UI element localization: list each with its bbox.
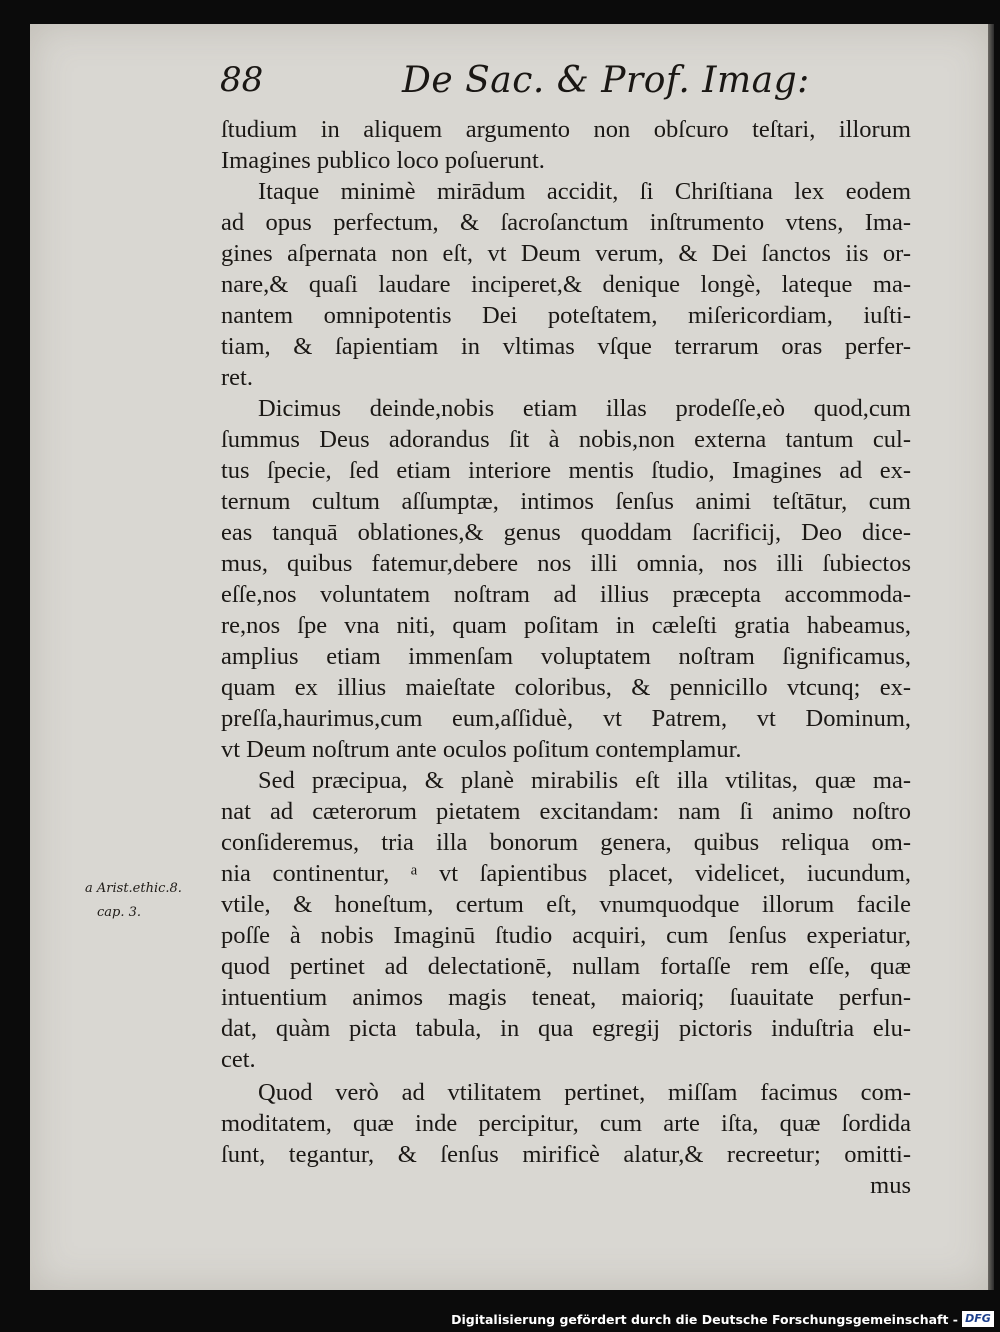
text-line: gines aſpernata non eſt, vt Deum verum, & Dei ſanctos iis or- (221, 240, 911, 267)
text-line: conſideremus, tria illa bonorum genera, quibus reliqua om- (221, 829, 911, 856)
text-line: Dicimus deinde,nobis etiam illas prodeſſe,eò quod,cum (258, 395, 911, 422)
text-line: ret. (221, 364, 253, 391)
running-head (30, 60, 991, 120)
running-title: De Sac. & Prof. Imag: (402, 60, 810, 101)
text-line: cet. (221, 1046, 256, 1073)
text-line: tiam, & ſapientiam in vltimas vſque terrarum oras perfer- (221, 333, 911, 360)
dfg-logo-icon: DFG (962, 1311, 994, 1327)
text-line: ad opus perfectum, & ſacroſanctum inſtrumento vtens, Ima- (221, 209, 911, 236)
text-line: ſunt, tegantur, & ſenſus mirificè alatur,& recreetur; omitti- (221, 1141, 911, 1168)
marginal-note-line: cap. 3. (97, 905, 142, 920)
marginal-note-line: a Arist.ethic.8. (85, 881, 182, 896)
page-number: 88 (220, 60, 264, 100)
text-line: moditatem, quæ inde percipitur, cum arte iſta, quæ ſordida (221, 1110, 911, 1137)
catchword: mus (870, 1172, 911, 1199)
text-line: tus ſpecie, ſed etiam interiore mentis ſtudio, Imagines ad ex- (221, 457, 911, 484)
text-line: ternum cultum aſſumptæ, intimos ſenſus animi teſtātur, cum (221, 488, 911, 515)
text-line: Itaque minimè mirādum accidit, ſi Chriſtiana lex eodem (258, 178, 911, 205)
digitization-footer (0, 1308, 1000, 1332)
text-line: vtile, & honeſtum, certum eſt, vnumquodque illorum facile (221, 891, 911, 918)
footer-credit: Digitalisierung gefördert durch die Deutsche Forschungsgemeinschaft - (451, 1312, 958, 1327)
text-line: dat, quàm picta tabula, in qua egregij pictoris induſtria elu- (221, 1015, 911, 1042)
text-line: nat ad cæterorum pietatem excitandam: nam ſi animo noſtro (221, 798, 911, 825)
text-line: ſummus Deus adorandus ſit à nobis,non externa tantum cul- (221, 426, 911, 453)
text-line: Imagines publico loco poſuerunt. (221, 147, 545, 174)
text-line: poſſe à nobis Imaginū ſtudio acquiri, cum ſenſus experiatur, (221, 922, 911, 949)
marginal-note (85, 877, 182, 925)
body-text (221, 114, 911, 1201)
text-line: vt Deum noſtrum ante oculos poſitum contemplamur. (221, 736, 742, 763)
text-line: quam ex illius maieſtate coloribus, & pennicillo vtcunq; ex- (221, 674, 911, 701)
text-line: intuentium animos magis teneat, maioriq; ſuauitate perfun- (221, 984, 911, 1011)
text-line: Quod verò ad vtilitatem pertinet, miſſam facimus com- (258, 1079, 911, 1106)
text-line: ſtudium in aliquem argumento non obſcuro teſtari, illorum (221, 116, 911, 143)
text-line: quod pertinet ad delectationē, nullam fortaſſe rem eſſe, quæ (221, 953, 911, 980)
text-line: nantem omnipotentis Dei poteſtatem, miſericordiam, iuſti- (221, 302, 911, 329)
text-line: eas tanquā oblationes,& genus quoddam ſacrificij, Deo dice- (221, 519, 911, 546)
page-edge-shadow (988, 24, 994, 1290)
text-line: mus, quibus fatemur,debere nos illi omnia, nos illi ſubiectos (221, 550, 911, 577)
text-line: eſſe,nos voluntatem noſtram ad illius præcepta accommoda- (221, 581, 911, 608)
text-line: preſſa,haurimus,cum eum,aſſiduè, vt Patrem, vt Dominum, (221, 705, 911, 732)
text-line: re,nos ſpe vna niti, quam poſitam in cæleſti gratia habeamus, (221, 612, 911, 639)
text-line: nia continentur, ᵃ vt ſapientibus placet, videlicet, iucundum, (221, 860, 911, 887)
text-line: nare,& quaſi laudare inciperet,& denique longè, lateque ma- (221, 271, 911, 298)
text-line: Sed præcipua, & planè mirabilis eſt illa vtilitas, quæ ma- (258, 767, 911, 794)
text-line: amplius etiam immenſam voluptatem noſtram ſignificamus, (221, 643, 911, 670)
book-page (30, 24, 991, 1290)
